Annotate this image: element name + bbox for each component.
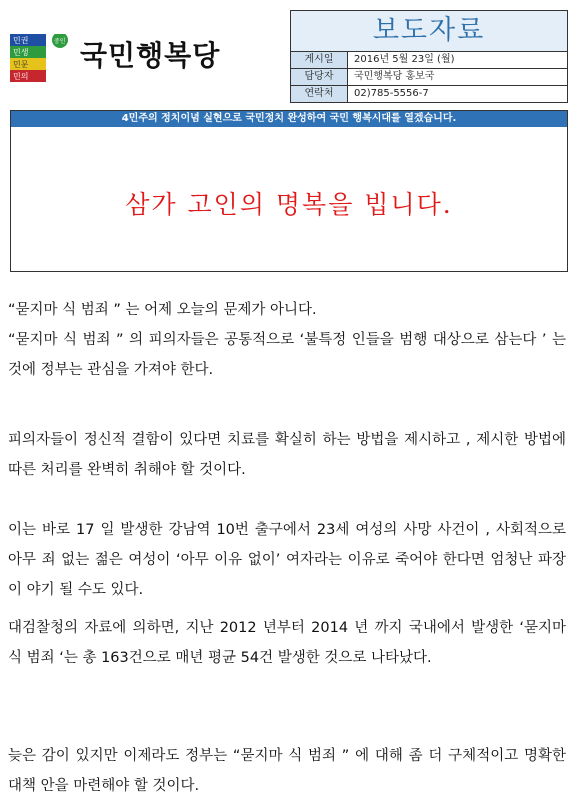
logo-stripe-text-3: 민문 bbox=[13, 60, 29, 69]
body-paragraph-3 bbox=[8, 425, 566, 485]
body-text: “묻지마 식 범죄 ” 의 피의자들은 공통적으로 ‘불특정 인들을 범행 대상으로 삼는다 ’ 는 것에 정부는 관심을 가져야 한다. bbox=[8, 332, 566, 378]
body-text: 대검찰청의 자료에 의하면, 지난 2012 년부터 2014 년 까지 국내에서 발생한 ‘묻지마 식 범죄 ‘는 총 163건으로 매년 평균 54건 발생한 것으로 나타났다. bbox=[8, 620, 567, 666]
logo-stripe-text-1: 민권 bbox=[13, 36, 29, 45]
logo-stripe-text-2: 민생 bbox=[13, 48, 29, 57]
press-release-box bbox=[290, 10, 568, 103]
logo-stripe-text-4: 민의 bbox=[13, 72, 29, 81]
party-logo bbox=[10, 34, 70, 86]
press-value: 02)785-5556-7 bbox=[354, 88, 429, 99]
logo-badge-text: 중인 bbox=[54, 38, 66, 45]
press-value: 국민행복당 홍보국 bbox=[354, 71, 435, 82]
press-row-contact-person bbox=[291, 69, 567, 86]
press-row-date bbox=[291, 52, 567, 69]
press-value: 2016년 5월 23일 (월) bbox=[354, 54, 455, 65]
headline-box bbox=[10, 110, 568, 272]
body-paragraph-2 bbox=[8, 325, 566, 385]
body-text: “묻지마 식 범죄 ” 는 어제 오늘의 문제가 아니다. bbox=[8, 302, 317, 318]
press-row-phone bbox=[291, 86, 567, 102]
press-key: 담당자 bbox=[291, 69, 348, 85]
body-paragraph-5 bbox=[8, 613, 566, 673]
body-paragraph-6 bbox=[8, 741, 566, 801]
slogan-bar: 4민주의 정치이념 실현으로 국민정치 완성하여 국민 행복시대를 열겠습니다. bbox=[11, 111, 567, 127]
press-release-title: 보도자료 bbox=[291, 11, 567, 52]
body-text: 이는 바로 17 일 발생한 강남역 10번 출구에서 23세 여성의 사망 사건이 , 사회적으로 아무 죄 없는 젊은 여성이 ‘아무 이유 없이’ 여자라는 이유로 죽어야 한다면 엄청난 파장이 야기 될 수도 있다. bbox=[8, 522, 566, 598]
body-paragraph-1 bbox=[8, 295, 566, 325]
party-logo-icon bbox=[10, 34, 70, 86]
press-key: 연락처 bbox=[291, 86, 348, 102]
headline: 삼가 고인의 명복을 빕니다. bbox=[125, 190, 453, 219]
party-name: 국민행복당 bbox=[80, 39, 221, 72]
body-text: 늦은 감이 있지만 이제라도 정부는 “묻지마 식 범죄 ” 에 대해 좀 더 구체적이고 명확한 대책 안을 마련해야 할 것이다. bbox=[8, 748, 566, 794]
body-text: 피의자들이 정신적 결함이 있다면 치료를 확실히 하는 방법을 제시하고 , 제시한 방법에 따른 처리를 완벽히 취해야 할 것이다. bbox=[8, 432, 566, 478]
body-paragraph-4 bbox=[8, 515, 566, 605]
press-key: 게시일 bbox=[291, 52, 348, 68]
